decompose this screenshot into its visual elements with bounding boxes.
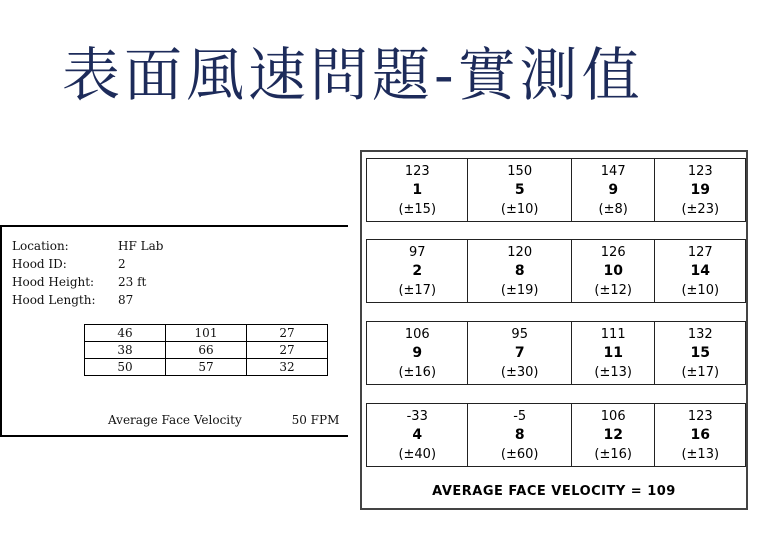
measurement-block (366, 403, 746, 467)
measurement-cell (655, 322, 745, 384)
grid-cell: 66 (166, 342, 247, 359)
cell-velocity: 123 (404, 163, 430, 179)
cell-number: 4 (412, 426, 423, 443)
info-value: HF Lab (118, 239, 164, 253)
measurement-cell (572, 159, 656, 221)
measurement-cell (655, 240, 745, 302)
measurement-panel (360, 150, 748, 510)
cell-velocity: 123 (687, 408, 713, 424)
velocity-grid (84, 324, 328, 376)
grid-cell: 27 (247, 342, 328, 359)
cell-number: 1 (412, 181, 423, 198)
cell-velocity: 106 (404, 326, 430, 342)
measurement-cell (367, 240, 468, 302)
cell-velocity: 132 (687, 326, 713, 342)
grid-cell: 57 (166, 359, 247, 376)
grid-cell: 46 (85, 325, 166, 342)
info-value: 23 ft (118, 275, 147, 289)
cell-number: 19 (690, 181, 710, 198)
cell-deviation: (±30) (500, 364, 539, 380)
average-face-velocity-summary: AVERAGE FACE VELOCITY = 109 (432, 484, 676, 499)
cell-velocity: 150 (507, 163, 533, 179)
cell-number: 7 (514, 344, 525, 361)
measurement-cell (655, 404, 745, 466)
measurement-cell (367, 404, 468, 466)
table-row (85, 342, 328, 359)
cell-deviation: (±8) (598, 201, 628, 217)
cell-deviation: (±17) (681, 364, 720, 380)
cell-number: 16 (690, 426, 710, 443)
info-row-hood-height (12, 273, 198, 291)
measurement-cell (655, 159, 745, 221)
measurement-cell (367, 322, 468, 384)
cell-velocity: 106 (600, 408, 626, 424)
cell-velocity: 147 (600, 163, 626, 179)
cell-velocity: 95 (511, 326, 528, 342)
measurement-block (366, 158, 746, 222)
cell-number: 15 (690, 344, 710, 361)
cell-velocity: 97 (408, 244, 426, 260)
cell-deviation: (±15) (398, 201, 437, 217)
cell-number: 12 (603, 426, 623, 443)
average-face-velocity (108, 413, 339, 427)
info-value: 87 (118, 293, 134, 307)
cell-number: 10 (603, 262, 623, 279)
table-row (85, 325, 328, 342)
info-label: Location: (12, 239, 69, 253)
cell-number: 8 (514, 426, 525, 443)
measurement-block (366, 239, 746, 303)
info-value: 2 (118, 257, 126, 271)
page-title: 表面風速問題-實測值 (62, 41, 644, 109)
measurement-cell (572, 404, 656, 466)
measurement-cell (572, 240, 656, 302)
cell-deviation: (±60) (500, 446, 539, 462)
measurement-cell (468, 159, 571, 221)
measurement-cell (572, 322, 656, 384)
cell-velocity: -33 (406, 408, 428, 424)
hood-info-panel (0, 225, 348, 437)
info-label: Hood Height: (12, 275, 95, 289)
cell-velocity: 127 (687, 244, 713, 260)
average-value: 50 FPM (291, 413, 340, 427)
cell-number: 5 (514, 181, 525, 198)
grid-cell: 101 (166, 325, 247, 342)
info-row-location (12, 237, 198, 255)
grid-cell: 50 (85, 359, 166, 376)
measurement-cell (468, 322, 571, 384)
cell-deviation: (±19) (500, 282, 539, 298)
cell-velocity: 111 (600, 326, 626, 342)
cell-number: 11 (603, 344, 623, 361)
cell-number: 8 (514, 262, 525, 279)
hood-info (12, 237, 198, 309)
info-row-hood-id (12, 255, 198, 273)
table-row (85, 359, 328, 376)
cell-deviation: (±23) (681, 201, 720, 217)
cell-velocity: 123 (687, 163, 713, 179)
grid-cell: 27 (247, 325, 328, 342)
cell-number: 14 (690, 262, 710, 279)
cell-deviation: (±13) (594, 364, 632, 380)
cell-deviation: (±16) (398, 364, 437, 380)
info-label: Hood ID: (12, 257, 67, 271)
cell-deviation: (±16) (594, 446, 632, 462)
cell-number: 2 (412, 262, 423, 279)
cell-velocity: -5 (513, 408, 527, 424)
cell-deviation: (±10) (500, 201, 539, 217)
cell-deviation: (±17) (398, 282, 437, 298)
cell-velocity: 120 (507, 244, 533, 260)
measurement-block (366, 321, 746, 385)
measurement-cell (468, 404, 571, 466)
cell-deviation: (±10) (681, 282, 720, 298)
cell-deviation: (±13) (681, 446, 720, 462)
average-label: Average Face Velocity (108, 413, 242, 427)
grid-cell: 38 (85, 342, 166, 359)
cell-velocity: 126 (600, 244, 626, 260)
info-label: Hood Length: (12, 293, 96, 307)
measurement-cell (367, 159, 468, 221)
info-row-hood-length (12, 291, 198, 309)
cell-deviation: (±12) (594, 282, 632, 298)
grid-cell: 32 (247, 359, 328, 376)
cell-deviation: (±40) (398, 446, 437, 462)
cell-number: 9 (412, 344, 423, 361)
cell-number: 9 (608, 181, 619, 198)
measurement-cell (468, 240, 571, 302)
